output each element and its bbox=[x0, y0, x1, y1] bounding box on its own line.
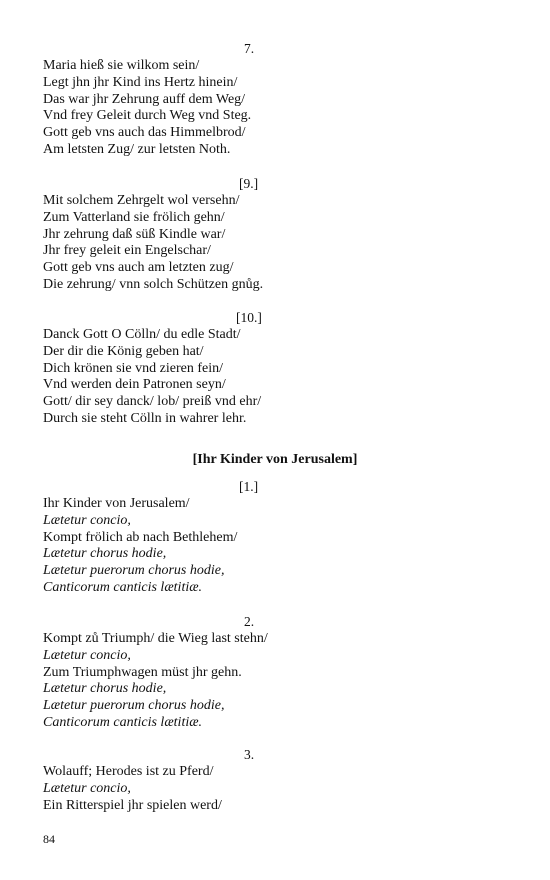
stanza-10 bbox=[43, 310, 463, 428]
stanza-number: 2. bbox=[244, 614, 255, 629]
verse-line: Durch sie steht Cölln in wahrer lehr. bbox=[43, 410, 247, 426]
verse-line: Die zehrung/ vnn solch Schützen gnůg. bbox=[43, 276, 264, 292]
verse-line: Dich krönen sie vnd zieren fein/ bbox=[43, 360, 223, 376]
stanza-2 bbox=[43, 614, 463, 732]
stanza-9 bbox=[43, 176, 463, 294]
refrain-line: Lætetur puerorum chorus hodie, bbox=[43, 563, 225, 579]
verse-line: Kompt zů Triumph/ die Wieg last stehn/ bbox=[43, 631, 268, 646]
refrain-line: Canticorum canticis lætitiæ. bbox=[43, 579, 203, 595]
verse-line: Kompt frölich ab nach Bethlehem/ bbox=[43, 529, 238, 545]
song-title: [Ihr Kinder von Jerusalem] bbox=[192, 452, 358, 467]
verse-line: Ein Ritterspiel jhr spielen werd/ bbox=[43, 797, 222, 813]
stanza-3 bbox=[43, 747, 463, 814]
verse-line: Mit solchem Zehrgelt wol versehn/ bbox=[43, 193, 240, 208]
refrain-line: Lætetur chorus hodie, bbox=[43, 681, 167, 697]
refrain-line: Lætetur puerorum chorus hodie, bbox=[43, 698, 225, 714]
refrain-line: Lætetur concio, bbox=[43, 780, 131, 796]
verse-line: Das war jhr Zehrung auff dem Weg/ bbox=[43, 91, 246, 107]
refrain-line: Canticorum canticis lætitiæ. bbox=[43, 714, 203, 730]
verse-line: Gott/ dir sey danck/ lob/ preiß vnd ehr/ bbox=[43, 394, 262, 410]
stanza-number: [10.] bbox=[236, 310, 262, 325]
refrain-line: Lætetur concio, bbox=[43, 512, 131, 528]
verse-line: Legt jhn jhr Kind ins Hertz hinein/ bbox=[43, 74, 238, 90]
refrain-line: Lætetur chorus hodie, bbox=[43, 546, 167, 562]
stanza-number: [9.] bbox=[239, 176, 259, 191]
stanza-number: 7. bbox=[244, 41, 255, 56]
verse-line: Zum Triumphwagen müst jhr gehn. bbox=[43, 664, 242, 680]
stanza-number: 3. bbox=[244, 747, 255, 762]
verse-line: Am letsten Zug/ zur letsten Noth. bbox=[43, 141, 231, 157]
verse-line: Jhr zehrung daß süß Kindle war/ bbox=[43, 226, 226, 242]
verse-line: Ihr Kinder von Jerusalem/ bbox=[43, 496, 190, 511]
verse-line: Danck Gott O Cölln/ du edle Stadt/ bbox=[43, 327, 241, 342]
verse-line: Gott geb vns auch am letzten zug/ bbox=[43, 260, 234, 276]
verse-line: Vnd werden dein Patronen seyn/ bbox=[43, 377, 226, 393]
verse-line: Maria hieß sie wilkom sein/ bbox=[43, 58, 200, 73]
verse-line: Jhr frey geleit ein Engelschar/ bbox=[43, 243, 211, 259]
stanza-7 bbox=[43, 41, 463, 159]
page-number: 84 bbox=[43, 832, 55, 846]
stanza-number: [1.] bbox=[239, 479, 259, 494]
refrain-line: Lætetur concio, bbox=[43, 647, 131, 663]
verse-line: Wolauff; Herodes ist zu Pferd/ bbox=[43, 764, 214, 779]
verse-line: Zum Vatterland sie frölich gehn/ bbox=[43, 209, 225, 225]
stanza-1 bbox=[43, 479, 463, 597]
verse-line: Gott geb vns auch das Himmelbrod/ bbox=[43, 125, 246, 141]
verse-line: Der dir die König geben hat/ bbox=[43, 343, 204, 359]
verse-line: Vnd frey Geleit durch Weg vnd Steg. bbox=[43, 108, 252, 124]
